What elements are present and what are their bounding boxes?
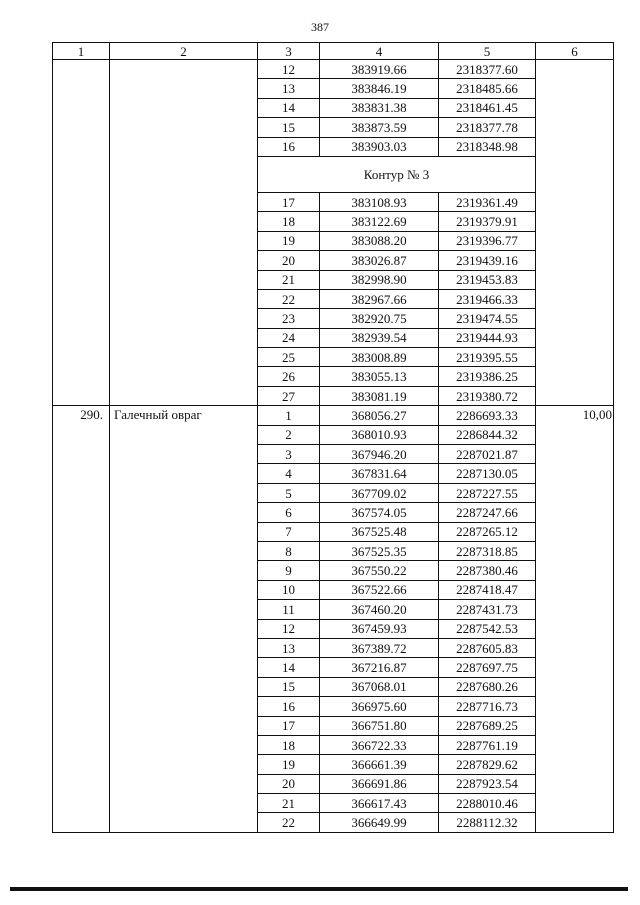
coordinates-table [52, 42, 614, 833]
point-number-cell: 17 [258, 192, 320, 211]
point-number-cell: 10 [258, 580, 320, 599]
entry-area-cell: 10,00 [536, 406, 614, 833]
x-coordinate-cell: 366722.33 [320, 735, 439, 754]
point-number-cell: 4 [258, 464, 320, 483]
x-coordinate-cell: 366691.86 [320, 774, 439, 793]
x-coordinate-cell: 383081.19 [320, 386, 439, 405]
y-coordinate-cell: 2287829.62 [439, 755, 536, 774]
x-coordinate-cell: 383008.89 [320, 348, 439, 367]
x-coordinate-cell: 368010.93 [320, 425, 439, 444]
y-coordinate-cell: 2319444.93 [439, 328, 536, 347]
point-number-cell: 9 [258, 561, 320, 580]
point-number-cell: 22 [258, 813, 320, 832]
y-coordinate-cell: 2287247.66 [439, 503, 536, 522]
point-number-cell: 21 [258, 270, 320, 289]
header-row [53, 43, 614, 60]
y-coordinate-cell: 2287689.25 [439, 716, 536, 735]
x-coordinate-cell: 382998.90 [320, 270, 439, 289]
point-number-cell: 15 [258, 118, 320, 137]
point-number-cell: 2 [258, 425, 320, 444]
y-coordinate-cell: 2319466.33 [439, 289, 536, 308]
point-number-cell: 1 [258, 406, 320, 425]
y-coordinate-cell: 2286693.33 [439, 406, 536, 425]
x-coordinate-cell: 366751.80 [320, 716, 439, 735]
x-coordinate-cell: 367574.05 [320, 503, 439, 522]
point-number-cell: 13 [258, 638, 320, 657]
x-coordinate-cell: 367831.64 [320, 464, 439, 483]
point-number-cell: 13 [258, 79, 320, 98]
header-col-4: 4 [320, 43, 439, 60]
y-coordinate-cell: 2319439.16 [439, 251, 536, 270]
y-coordinate-cell: 2287418.47 [439, 580, 536, 599]
point-number-cell: 7 [258, 522, 320, 541]
point-number-cell: 5 [258, 483, 320, 502]
x-coordinate-cell: 382920.75 [320, 309, 439, 328]
point-number-cell: 12 [258, 60, 320, 79]
point-number-cell: 26 [258, 367, 320, 386]
point-number-cell: 8 [258, 541, 320, 560]
x-coordinate-cell: 367068.01 [320, 677, 439, 696]
x-coordinate-cell: 367522.66 [320, 580, 439, 599]
y-coordinate-cell: 2287130.05 [439, 464, 536, 483]
x-coordinate-cell: 367550.22 [320, 561, 439, 580]
point-number-cell: 12 [258, 619, 320, 638]
y-coordinate-cell: 2319474.55 [439, 309, 536, 328]
x-coordinate-cell: 383873.59 [320, 118, 439, 137]
point-number-cell: 14 [258, 98, 320, 117]
y-coordinate-cell: 2287542.53 [439, 619, 536, 638]
bottom-rule [10, 887, 628, 891]
point-number-cell: 18 [258, 212, 320, 231]
point-number-cell: 20 [258, 251, 320, 270]
y-coordinate-cell: 2287761.19 [439, 735, 536, 754]
x-coordinate-cell: 382967.66 [320, 289, 439, 308]
y-coordinate-cell: 2287318.85 [439, 541, 536, 560]
y-coordinate-cell: 2288010.46 [439, 794, 536, 813]
point-number-cell: 16 [258, 697, 320, 716]
point-number-cell: 21 [258, 794, 320, 813]
entry-name-cell: Галечный овраг [110, 406, 258, 833]
x-coordinate-cell: 366649.99 [320, 813, 439, 832]
entry-number-cell: 290. [53, 406, 110, 833]
x-coordinate-cell: 366617.43 [320, 794, 439, 813]
y-coordinate-cell: 2318377.78 [439, 118, 536, 137]
point-number-cell: 16 [258, 137, 320, 156]
x-coordinate-cell: 367389.72 [320, 638, 439, 657]
contour-heading: Контур № 3 [258, 156, 536, 192]
x-coordinate-cell: 367460.20 [320, 600, 439, 619]
y-coordinate-cell: 2319453.83 [439, 270, 536, 289]
x-coordinate-cell: 367525.35 [320, 541, 439, 560]
y-coordinate-cell: 2319386.25 [439, 367, 536, 386]
x-coordinate-cell: 383026.87 [320, 251, 439, 270]
point-number-cell: 6 [258, 503, 320, 522]
x-coordinate-cell: 383919.66 [320, 60, 439, 79]
point-number-cell: 27 [258, 386, 320, 405]
point-number-cell: 14 [258, 658, 320, 677]
point-number-cell: 18 [258, 735, 320, 754]
x-coordinate-cell: 383122.69 [320, 212, 439, 231]
point-number-cell: 15 [258, 677, 320, 696]
point-number-cell: 19 [258, 231, 320, 250]
y-coordinate-cell: 2286844.32 [439, 425, 536, 444]
y-coordinate-cell: 2287697.75 [439, 658, 536, 677]
point-number-cell: 25 [258, 348, 320, 367]
point-number-cell: 20 [258, 774, 320, 793]
point-number-cell: 17 [258, 716, 320, 735]
table-body [53, 43, 614, 833]
y-coordinate-cell: 2319380.72 [439, 386, 536, 405]
x-coordinate-cell: 366661.39 [320, 755, 439, 774]
y-coordinate-cell: 2288112.32 [439, 813, 536, 832]
x-coordinate-cell: 383108.93 [320, 192, 439, 211]
point-number-cell: 19 [258, 755, 320, 774]
header-col-5: 5 [439, 43, 536, 60]
table-row [53, 406, 614, 425]
x-coordinate-cell: 382939.54 [320, 328, 439, 347]
name-cell-empty [110, 60, 258, 406]
y-coordinate-cell: 2318485.66 [439, 79, 536, 98]
x-coordinate-cell: 383903.03 [320, 137, 439, 156]
x-coordinate-cell: 367216.87 [320, 658, 439, 677]
x-coordinate-cell: 367459.93 [320, 619, 439, 638]
x-coordinate-cell: 383846.19 [320, 79, 439, 98]
point-number-cell: 3 [258, 445, 320, 464]
point-number-cell: 23 [258, 309, 320, 328]
y-coordinate-cell: 2318348.98 [439, 137, 536, 156]
x-coordinate-cell: 367946.20 [320, 445, 439, 464]
header-col-6: 6 [536, 43, 614, 60]
page-number: 387 [311, 20, 329, 34]
y-coordinate-cell: 2319396.77 [439, 231, 536, 250]
y-coordinate-cell: 2287227.55 [439, 483, 536, 502]
y-coordinate-cell: 2287380.46 [439, 561, 536, 580]
header-col-1: 1 [53, 43, 110, 60]
x-coordinate-cell: 367709.02 [320, 483, 439, 502]
y-coordinate-cell: 2318461.45 [439, 98, 536, 117]
header-col-2: 2 [110, 43, 258, 60]
x-coordinate-cell: 366975.60 [320, 697, 439, 716]
point-number-cell: 11 [258, 600, 320, 619]
y-coordinate-cell: 2287605.83 [439, 638, 536, 657]
x-coordinate-cell: 383088.20 [320, 231, 439, 250]
y-coordinate-cell: 2319379.91 [439, 212, 536, 231]
point-number-cell: 22 [258, 289, 320, 308]
y-coordinate-cell: 2319361.49 [439, 192, 536, 211]
y-coordinate-cell: 2287923.54 [439, 774, 536, 793]
x-coordinate-cell: 383831.38 [320, 98, 439, 117]
x-coordinate-cell: 383055.13 [320, 367, 439, 386]
y-coordinate-cell: 2287716.73 [439, 697, 536, 716]
point-number-cell: 24 [258, 328, 320, 347]
y-coordinate-cell: 2287431.73 [439, 600, 536, 619]
y-coordinate-cell: 2318377.60 [439, 60, 536, 79]
number-cell-empty [53, 60, 110, 406]
x-coordinate-cell: 367525.48 [320, 522, 439, 541]
y-coordinate-cell: 2319395.55 [439, 348, 536, 367]
table-row [53, 60, 614, 79]
y-coordinate-cell: 2287021.87 [439, 445, 536, 464]
header-col-3: 3 [258, 43, 320, 60]
area-cell-empty [536, 60, 614, 406]
y-coordinate-cell: 2287680.26 [439, 677, 536, 696]
x-coordinate-cell: 368056.27 [320, 406, 439, 425]
y-coordinate-cell: 2287265.12 [439, 522, 536, 541]
